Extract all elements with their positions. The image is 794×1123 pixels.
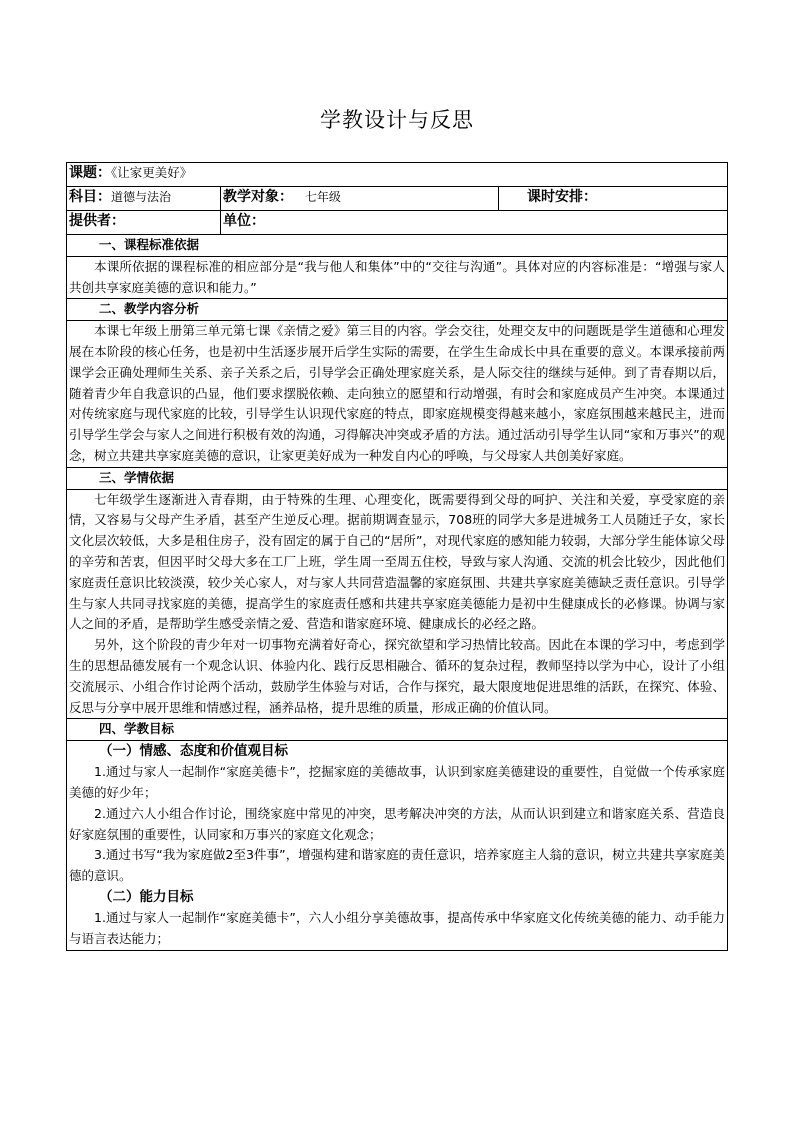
unit-label: 单位： bbox=[223, 213, 265, 229]
goal-item-3: 3.通过书写“我为家庭做2至3件事”，增强构建和谐家庭的责任意识，培养家庭主人翁的意识，树立共建共享家庭美德的意识。 bbox=[69, 847, 726, 884]
subject-value: 道德与法治 bbox=[111, 190, 172, 204]
section-1-heading: 一、课程标准依据 bbox=[67, 235, 728, 257]
section-1-text: 本课所依据的课程标准的相应部分是“我与他人和集体”中的“交往与沟通”。具体对应的内容标准是：“增强与家人共创共享家庭美德的意识和能力。” bbox=[69, 258, 726, 295]
section-3-heading: 三、学情依据 bbox=[67, 467, 728, 489]
ability-item-1: 1.通过与家人一起制作“家庭美德卡”，六人小组分享美德故事，提高传承中华家庭文化传统美德的能力、动手能力与语言表达能力； bbox=[69, 909, 726, 946]
section-1-heading-row bbox=[67, 235, 728, 257]
section-2-text: 本课七年级上册第三单元第七课《亲情之爱》第三目的内容。学会交往，处理交友中的问题既是学生道德和心理发展在本阶段的核心任务，也是初中生活逐步展开后学生实际的需要，在学生生命成长中具在重要的意义。本课承接前两课学会正确处理师生关系、亲子关系之后，引导学会正确处理家庭关系，是人际交往的继续与延伸。到了青春期以后，随着青少年自我意识的凸显，他们要求摆脱依赖、走向独立的愿望和行动增强，有时会和家庭成员产生冲突。本课通过对传统家庭与现代家庭的比较，引导学生认识现代家庭的特点，即家庭规模变得越来越小，家庭氛围越来越民主，进而引导学生学会与家人之间进行积极有效的沟通，习得解决冲突或矛盾的方法。通过活动引导学生认同“家和万事兴”的观念，树立共建共享家庭美德的意识，让家更美好成为一种发自内心的呼唤，与父母家人共创美好家庭。 bbox=[69, 323, 726, 463]
topic-row bbox=[67, 163, 728, 187]
audience-value: 七年级 bbox=[304, 190, 341, 204]
topic-label: 课题： bbox=[69, 165, 111, 181]
section-1-body-row bbox=[67, 256, 728, 299]
schedule-label: 课时安排： bbox=[527, 189, 597, 205]
provider-row bbox=[67, 211, 728, 235]
section-4-subheading-2: （二）能力目标 bbox=[99, 888, 194, 905]
document-title: 学教设计与反思 bbox=[320, 108, 474, 132]
section-3-heading-row bbox=[67, 467, 728, 489]
section-3-body-row bbox=[67, 489, 728, 719]
goal-item-2: 2.通过六人小组合作讨论，围绕家庭中常见的冲突，思考解决冲突的方法，从而认识到建立和谐家庭关系、营造良好家庭氛围的重要性，认同家和万事兴的家庭文化观念； bbox=[69, 805, 726, 842]
subject-label: 科目： bbox=[69, 189, 111, 205]
provider-label: 提供者： bbox=[69, 213, 125, 229]
section-4-subheading-1: （一）情感、态度和价值观目标 bbox=[99, 743, 288, 760]
section-4-body-row bbox=[67, 741, 728, 950]
lesson-plan-table bbox=[66, 162, 728, 951]
subject-row bbox=[67, 187, 728, 211]
topic-value: 《让家更美好》 bbox=[111, 165, 193, 180]
section-2-body-row bbox=[67, 321, 728, 468]
section-3-paragraph-2: 另外，这个阶段的青少年对一切事物充满着好奇心，探究欲望和学习热情比较高。因此在本课的学习中，考虑到学生的思想品德发展有一个观念认识、体验内化、践行反思相融合、循环的复杂过程，教师坚持以学为中心，设计了小组交流展示、小组合作讨论两个活动，鼓励学生体验与对话，合作与探究，最大限度地促进思维的活跃，在探究、体验、反思与分享中展开思维和情感过程，涵养品格，提升思维的质量，形成正确的价值认同。 bbox=[69, 637, 726, 715]
section-4-heading-row bbox=[67, 719, 728, 741]
section-2-heading-row bbox=[67, 299, 728, 321]
audience-label: 教学对象： bbox=[223, 189, 293, 205]
goal-item-1: 1.通过与家人一起制作“家庭美德卡”，挖掘家庭的美德故事，认识到家庭美德建设的重要性，自觉做一个传承家庭美德的好少年； bbox=[69, 764, 726, 800]
section-3-paragraph-1: 七年级学生逐渐进入青春期，由于特殊的生理、心理变化，既需要得到父母的呵护、关注和关爱，享受家庭的亲情，又容易与父母产生矛盾，甚至产生逆反心理。据前期调查显示，708班的同学大多是进城务工人员随迁子女，家长文化层次较低，大多是租住房子，没有固定的属于自己的“居所”，对现代家庭的感知能力较弱，大部分学生能体谅父母的辛劳和苦衷，但因平时父母大多在工厂上班，学生周一至周五住校，导致与家人沟通、交流的机会比较少，因此他们家庭责任意识比较淡漠，较少关心家人，对与家人共同营造温馨的家庭氛围、共建共享家庭美德缺乏责任意识。引导学生与家人共同寻找家庭的美德，提高学生的家庭责任感和共建共享家庭美德能力是初中生健康成长的必修课。协调与家人之间的矛盾，是帮助学生感受亲情之爱、营造和谐家庭环境、健康成长的必经之路。 bbox=[69, 491, 726, 632]
section-2-heading: 二、教学内容分析 bbox=[67, 299, 728, 321]
section-4-heading: 四、学教目标 bbox=[67, 719, 728, 741]
